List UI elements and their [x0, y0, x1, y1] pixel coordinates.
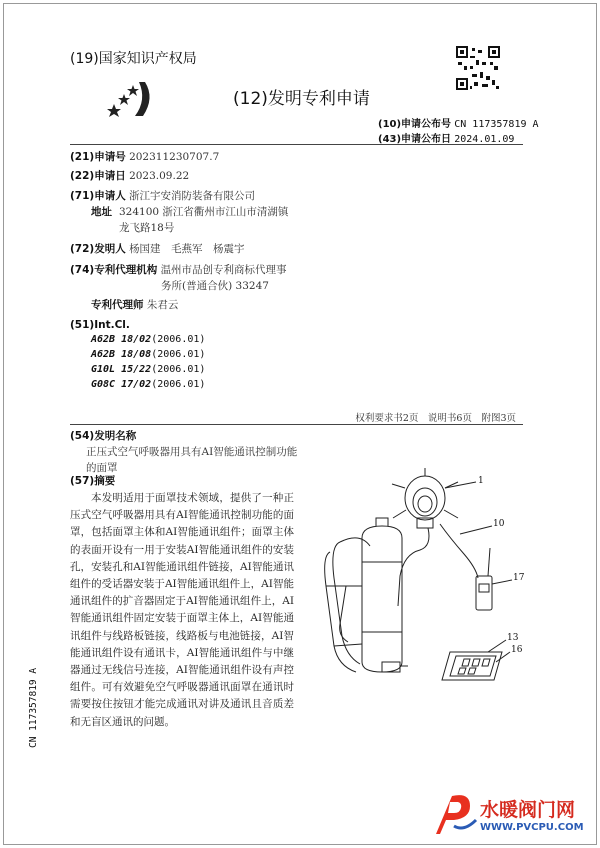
application-number-label: (21)申请号	[70, 151, 126, 163]
application-number: 202311230707.7	[129, 151, 220, 163]
page-count-info: 权利要求书2页 说明书6页 附图3页	[355, 413, 516, 424]
document-type: (12)发明专利申请	[233, 89, 370, 109]
inventors-label: (72)发明人	[70, 243, 126, 255]
abstract-label: (57)摘要	[70, 475, 116, 487]
ipc-entry: G08C 17/02(2006.01)	[91, 379, 206, 390]
filing-date-row	[70, 169, 189, 183]
qr-code	[456, 46, 500, 90]
figure-label-10: 10	[493, 519, 505, 529]
cnipa-logo	[103, 82, 155, 118]
ipc-label: (51)Int.Cl.	[70, 319, 130, 331]
watermark-url: WWW.PVCPU.COM	[480, 822, 584, 833]
publication-date-label: (43)申请公布日	[378, 134, 452, 145]
figure-label-17: 17	[513, 573, 525, 583]
publication-date-row	[378, 130, 514, 145]
agency-line-1: 温州市品创专利商标代理事	[160, 264, 287, 276]
figure-label-1: 1	[478, 476, 484, 486]
agency-line-2: 务所(普通合伙) 33247	[161, 280, 269, 292]
title-label: (54)发明名称	[70, 430, 137, 442]
ipc-entry: A62B 18/02(2006.01)	[91, 334, 206, 345]
address-line-1: 324100 浙江省衢州市江山市清湖镇	[119, 206, 289, 218]
agent-row	[91, 298, 178, 312]
applicant-row	[70, 189, 255, 203]
ipc-entry: A62B 18/08(2006.01)	[91, 349, 206, 360]
agent: 朱君云	[146, 299, 179, 311]
issuing-office: (19)国家知识产权局	[70, 51, 197, 67]
publication-date: 2024.01.09	[454, 134, 515, 145]
watermark-logo	[430, 790, 478, 838]
figure-label-16: 16	[511, 645, 523, 655]
agency-label: (74)专利代理机构	[70, 264, 158, 276]
agency-row	[70, 263, 287, 277]
agent-label: 专利代理师	[91, 299, 144, 311]
invention-title: 正压式空气呼吸器用具有AI智能通讯控制功能的面罩	[86, 446, 298, 474]
application-number-row	[70, 150, 219, 164]
publication-number-row	[378, 115, 539, 130]
header-divider	[70, 144, 523, 145]
filing-date-label: (22)申请日	[70, 170, 126, 182]
address-label: 地址	[91, 206, 112, 218]
filing-date: 2023.09.22	[129, 170, 190, 182]
representative-drawing	[300, 466, 528, 694]
watermark-brand: 水暖阀门网	[480, 799, 576, 821]
applicant-label: (71)申请人	[70, 190, 126, 202]
section-divider	[70, 424, 523, 425]
applicant: 浙江宇安消防装备有限公司	[129, 190, 256, 202]
figure-label-13: 13	[507, 633, 519, 643]
inventors: 杨国建 毛燕军 杨震宇	[129, 243, 245, 255]
side-publication-number: CN 117357819 A	[28, 667, 39, 748]
abstract-text: 本发明适用于面罩技术领域，提供了一种正压式空气呼吸器用具有AI智能通讯控制功能的面罩，包括面罩主体和AI智能通讯组件；面罩主体的表面开设有一用于安装AI智能通讯组件的安装孔，安装孔和AI智能通讯组件链接，AI智能通讯组件的受话器安装于AI智能通讯组件上，AI智能通讯组件的扩音器固定于AI智能通讯组件上，AI智能通讯组件固定安装于面罩主体上，AI智能通讯组件与线路板链接，线路板与电池链接，AI智能通讯组件设有通讯卡，AI智能通讯组件与中继器通过无线信号连接，AI智能通讯组件设有声控组件。可有效避免空气呼吸器通讯面罩在通讯时需要按住按钮才能完成通讯对讲及通讯且音质差和无盲区通讯的问题。	[70, 492, 294, 728]
publication-number: CN 117357819 A	[454, 119, 539, 130]
address-line-2: 龙飞路18号	[119, 222, 175, 234]
inventors-row	[70, 242, 245, 256]
publication-number-label: (10)申请公布号	[378, 119, 452, 130]
ipc-entry: G10L 15/22(2006.01)	[91, 364, 206, 375]
